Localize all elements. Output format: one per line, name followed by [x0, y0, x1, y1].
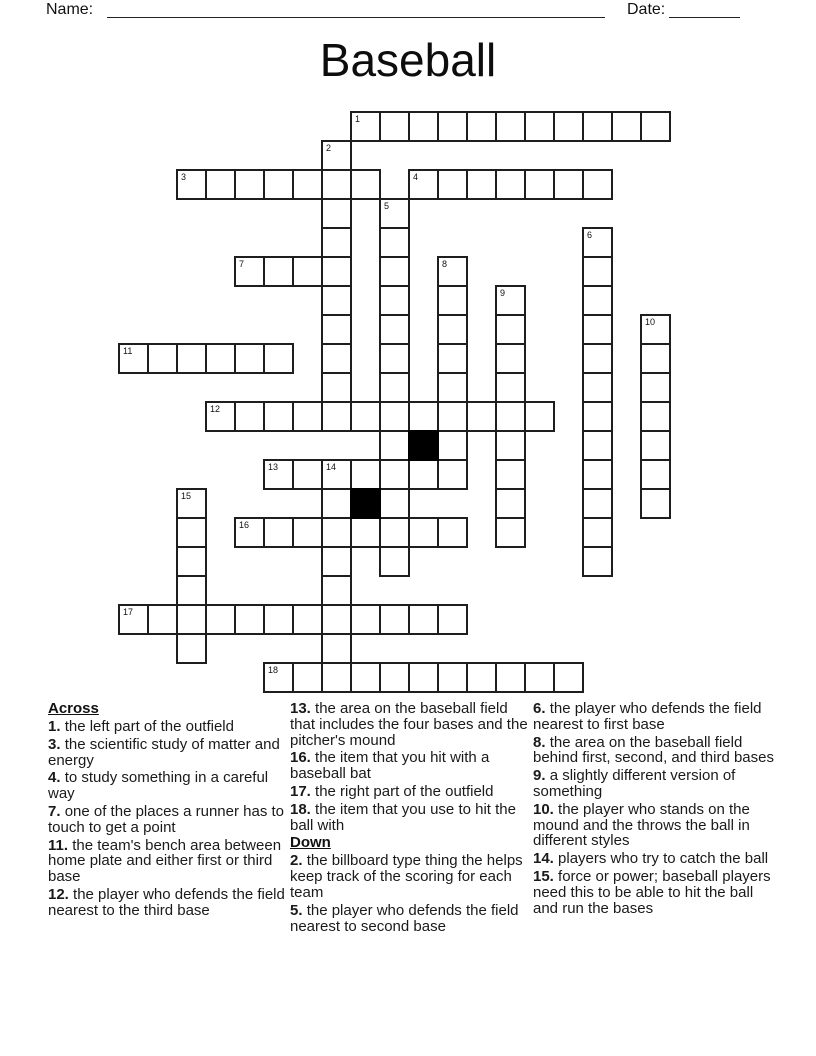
grid-cell[interactable] [350, 111, 381, 142]
clue [48, 804, 286, 836]
clue-number: 5. [290, 901, 307, 919]
grid-cell[interactable] [379, 372, 410, 403]
grid-cell[interactable] [466, 662, 497, 693]
grid-cell[interactable] [321, 343, 352, 374]
grid-cell[interactable] [582, 227, 613, 258]
grid-cell[interactable] [263, 169, 294, 200]
grid-cell[interactable] [234, 169, 265, 200]
clue [533, 851, 781, 867]
grid-cell[interactable] [582, 285, 613, 316]
grid-cell[interactable] [582, 546, 613, 577]
clue [533, 701, 781, 733]
grid-cell[interactable] [292, 256, 323, 287]
grid-cell[interactable] [495, 372, 526, 403]
grid-cell[interactable] [582, 430, 613, 461]
grid-cell[interactable] [176, 575, 207, 606]
clue [533, 735, 781, 767]
grid-cell[interactable] [234, 604, 265, 635]
date-blank-line[interactable] [669, 17, 740, 18]
grid-cell[interactable] [553, 111, 584, 142]
grid-cell[interactable] [263, 517, 294, 548]
grid-cell[interactable] [379, 488, 410, 519]
grid-cell[interactable] [524, 401, 555, 432]
grid-cell[interactable] [234, 343, 265, 374]
grid-cell[interactable] [205, 401, 236, 432]
grid-cell[interactable] [640, 314, 671, 345]
grid-cell[interactable] [321, 401, 352, 432]
cell-number: 13 [268, 462, 279, 472]
clue-text: the item that you hit with a baseball bat [290, 749, 490, 783]
grid-cell[interactable] [408, 459, 439, 490]
grid-cell[interactable] [437, 401, 468, 432]
cell-number: 17 [123, 607, 134, 617]
grid-cell[interactable] [408, 401, 439, 432]
grid-cell[interactable] [495, 517, 526, 548]
grid-cell[interactable] [437, 111, 468, 142]
clue-column [290, 701, 530, 936]
grid-cell[interactable] [408, 517, 439, 548]
grid-cell[interactable] [176, 488, 207, 519]
grid-cell[interactable] [582, 517, 613, 548]
grid-cell[interactable] [466, 169, 497, 200]
grid-black-cell [408, 430, 439, 461]
clue-text: the player who stands on the mound and the throws the ball in different styles [533, 800, 750, 850]
cell-number: 5 [384, 201, 390, 211]
grid-cell[interactable] [321, 372, 352, 403]
grid-cell[interactable] [321, 575, 352, 606]
clue-text: the area on the baseball field that includes the four bases and the pitcher's mound [290, 700, 528, 749]
grid-cell[interactable] [495, 111, 526, 142]
grid-cell[interactable] [321, 517, 352, 548]
grid-cell[interactable] [263, 343, 294, 374]
grid-cell[interactable] [118, 604, 149, 635]
cell-number: 16 [239, 520, 250, 530]
grid-cell[interactable] [321, 662, 352, 693]
cell-number: 6 [587, 230, 593, 240]
grid-cell[interactable] [582, 169, 613, 200]
grid-cell[interactable] [321, 227, 352, 258]
grid-cell[interactable] [350, 459, 381, 490]
clue [48, 737, 286, 769]
grid-cell[interactable] [350, 604, 381, 635]
grid-cell[interactable] [379, 430, 410, 461]
grid-cell[interactable] [495, 459, 526, 490]
grid-cell[interactable] [582, 372, 613, 403]
grid-cell[interactable] [234, 256, 265, 287]
grid-cell[interactable] [640, 343, 671, 374]
cell-number: 10 [645, 317, 656, 327]
clue-number: 11. [48, 836, 73, 854]
grid-cell[interactable] [321, 169, 352, 200]
grid-cell[interactable] [379, 546, 410, 577]
grid-cell[interactable] [292, 169, 323, 200]
clue [290, 784, 530, 800]
cell-number: 9 [500, 288, 506, 298]
grid-cell[interactable] [437, 314, 468, 345]
grid-cell[interactable] [379, 662, 410, 693]
clue-number: 18. [290, 800, 316, 818]
cell-number: 14 [326, 462, 337, 472]
grid-cell[interactable] [408, 662, 439, 693]
grid-cell[interactable] [437, 430, 468, 461]
clue-number: 2. [290, 852, 307, 870]
cell-number: 12 [210, 404, 221, 414]
clue-number: 8. [533, 733, 550, 751]
grid-cell[interactable] [640, 372, 671, 403]
grid-cell[interactable] [437, 343, 468, 374]
grid-cell[interactable] [321, 633, 352, 664]
grid-cell[interactable] [147, 343, 178, 374]
grid-cell[interactable] [437, 459, 468, 490]
grid-cell[interactable] [495, 169, 526, 200]
grid-cell[interactable] [640, 111, 671, 142]
grid-cell[interactable] [350, 662, 381, 693]
clue-number: 9. [533, 767, 550, 785]
grid-cell[interactable] [379, 459, 410, 490]
grid-cell[interactable] [321, 285, 352, 316]
grid-cell[interactable] [321, 546, 352, 577]
grid-cell[interactable] [263, 401, 294, 432]
grid-cell[interactable] [263, 256, 294, 287]
clue-text: to study something in a careful way [48, 769, 269, 803]
grid-cell[interactable] [640, 401, 671, 432]
across-heading: Across [48, 700, 99, 717]
clue-number: 14. [533, 850, 559, 868]
grid-cell[interactable] [176, 517, 207, 548]
cell-number: 18 [268, 665, 279, 675]
grid-cell[interactable] [176, 546, 207, 577]
grid-cell[interactable] [640, 488, 671, 519]
grid-cell[interactable] [495, 430, 526, 461]
clue-text: one of the places a runner has to touch to get a point [48, 802, 285, 836]
clue-text: the area on the baseball field behind first, second, and third bases [533, 733, 774, 767]
clue-text: the right part of the outfield [315, 782, 494, 800]
down-heading: Down [290, 834, 331, 852]
grid-cell[interactable] [292, 401, 323, 432]
clue-number: 10. [533, 800, 559, 818]
grid-cell[interactable] [437, 604, 468, 635]
cell-number: 7 [239, 259, 245, 269]
grid-cell[interactable] [437, 517, 468, 548]
grid-cell[interactable] [292, 662, 323, 693]
clue [290, 750, 530, 782]
page-title: Baseball [319, 34, 497, 86]
clue-text: players who try to catch the ball [558, 850, 769, 868]
grid-cell[interactable] [582, 314, 613, 345]
grid-cell[interactable] [379, 227, 410, 258]
grid-cell[interactable] [379, 517, 410, 548]
grid-cell[interactable] [118, 343, 149, 374]
grid-cell[interactable] [379, 604, 410, 635]
grid-cell[interactable] [379, 343, 410, 374]
clue-number: 16. [290, 749, 316, 767]
grid-cell[interactable] [234, 401, 265, 432]
grid-cell[interactable] [611, 111, 642, 142]
clue-text: force or power; baseball players need this to be able to hit the ball and run the bases [533, 867, 771, 917]
clue-text: the billboard type thing the helps keep track of the scoring for each team [290, 852, 523, 901]
grid-cell[interactable] [321, 488, 352, 519]
grid-cell[interactable] [350, 401, 381, 432]
grid-cell[interactable] [379, 256, 410, 287]
grid-cell[interactable] [437, 372, 468, 403]
clue [290, 802, 530, 834]
clue-text: the player who defends the field nearest to second base [290, 901, 519, 935]
date-label: Date: [627, 1, 666, 18]
grid-cell[interactable] [292, 604, 323, 635]
cell-number: 8 [442, 259, 448, 269]
grid-cell[interactable] [437, 256, 468, 287]
clue [48, 719, 286, 735]
grid-cell[interactable] [582, 111, 613, 142]
clue-text: the player who defends the field nearest to the third base [48, 885, 285, 919]
grid-cell[interactable] [263, 662, 294, 693]
grid-cell[interactable] [437, 169, 468, 200]
clue-number: 13. [290, 700, 316, 717]
clue-column [533, 701, 781, 918]
grid-cell[interactable] [466, 111, 497, 142]
grid-cell[interactable] [205, 343, 236, 374]
clue-text: a slightly different version of something [533, 767, 736, 800]
grid-cell[interactable] [524, 169, 555, 200]
grid-cell[interactable] [495, 401, 526, 432]
clue [48, 887, 286, 919]
grid-cell[interactable] [640, 459, 671, 490]
grid-cell[interactable] [379, 314, 410, 345]
grid-cell[interactable] [408, 604, 439, 635]
grid-black-cell [350, 488, 381, 519]
grid-cell[interactable] [205, 604, 236, 635]
grid-cell[interactable] [321, 256, 352, 287]
clue-text: the player who defends the field nearest to first base [533, 700, 762, 733]
grid-cell[interactable] [379, 401, 410, 432]
grid-cell[interactable] [292, 517, 323, 548]
grid-cell[interactable] [553, 169, 584, 200]
grid-cell[interactable] [495, 314, 526, 345]
clue-number: 3. [48, 735, 65, 753]
grid-cell[interactable] [408, 169, 439, 200]
grid-cell[interactable] [321, 314, 352, 345]
grid-cell[interactable] [321, 198, 352, 229]
grid-cell[interactable] [176, 343, 207, 374]
clue [533, 869, 781, 916]
grid-cell[interactable] [524, 111, 555, 142]
clue [290, 853, 530, 900]
clue [533, 802, 781, 849]
clue-column [48, 701, 286, 921]
grid-cell[interactable] [582, 459, 613, 490]
grid-cell[interactable] [582, 488, 613, 519]
grid-cell[interactable] [147, 604, 178, 635]
grid-cell[interactable] [379, 198, 410, 229]
grid-cell[interactable] [640, 430, 671, 461]
clue [48, 770, 286, 802]
grid-cell[interactable] [495, 285, 526, 316]
grid-cell[interactable] [350, 517, 381, 548]
grid-cell[interactable] [321, 604, 352, 635]
clue [48, 838, 286, 885]
grid-cell[interactable] [495, 662, 526, 693]
cell-number: 15 [181, 491, 192, 501]
grid-cell[interactable] [263, 459, 294, 490]
clue [290, 903, 530, 935]
grid-cell[interactable] [437, 662, 468, 693]
clue-number: 7. [48, 802, 65, 820]
grid-cell[interactable] [321, 459, 352, 490]
grid-cell[interactable] [553, 662, 584, 693]
grid-cell[interactable] [495, 343, 526, 374]
clue-text: the scientific study of matter and energy [48, 735, 280, 769]
clue-number: 17. [290, 782, 316, 800]
grid-cell[interactable] [263, 604, 294, 635]
clue-text: the left part of the outfield [64, 718, 234, 735]
grid-cell[interactable] [205, 169, 236, 200]
grid-cell[interactable] [408, 111, 439, 142]
grid-cell[interactable] [582, 401, 613, 432]
clue [290, 701, 530, 748]
clue-number: 6. [533, 700, 550, 717]
grid-cell[interactable] [350, 169, 381, 200]
name-label: Name: [46, 1, 94, 18]
cell-number: 3 [181, 172, 187, 182]
clue-text: the item that you use to hit the ball with [290, 800, 516, 834]
name-blank-line[interactable] [107, 17, 605, 18]
clue-text: the team's bench area between home plate and either first or third base [48, 836, 282, 886]
crossword-grid [118, 111, 671, 693]
grid-cell[interactable] [176, 169, 207, 200]
cell-number: 2 [326, 143, 332, 153]
cell-number: 4 [413, 172, 419, 182]
grid-cell[interactable] [321, 140, 352, 171]
cell-number: 1 [355, 114, 361, 124]
grid-cell[interactable] [582, 256, 613, 287]
grid-cell[interactable] [437, 285, 468, 316]
clue-number: 4. [48, 769, 65, 787]
clue-number: 15. [533, 867, 559, 885]
grid-cell[interactable] [466, 401, 497, 432]
grid-cell[interactable] [176, 633, 207, 664]
grid-cell[interactable] [582, 343, 613, 374]
grid-cell[interactable] [176, 604, 207, 635]
grid-cell[interactable] [524, 662, 555, 693]
grid-cell[interactable] [379, 285, 410, 316]
grid-cell[interactable] [292, 459, 323, 490]
clue [533, 768, 781, 800]
grid-cell[interactable] [234, 517, 265, 548]
grid-cell[interactable] [379, 111, 410, 142]
clue-number: 1. [48, 718, 65, 735]
clue-number: 12. [48, 885, 74, 903]
cell-number: 11 [123, 346, 133, 356]
grid-cell[interactable] [495, 488, 526, 519]
